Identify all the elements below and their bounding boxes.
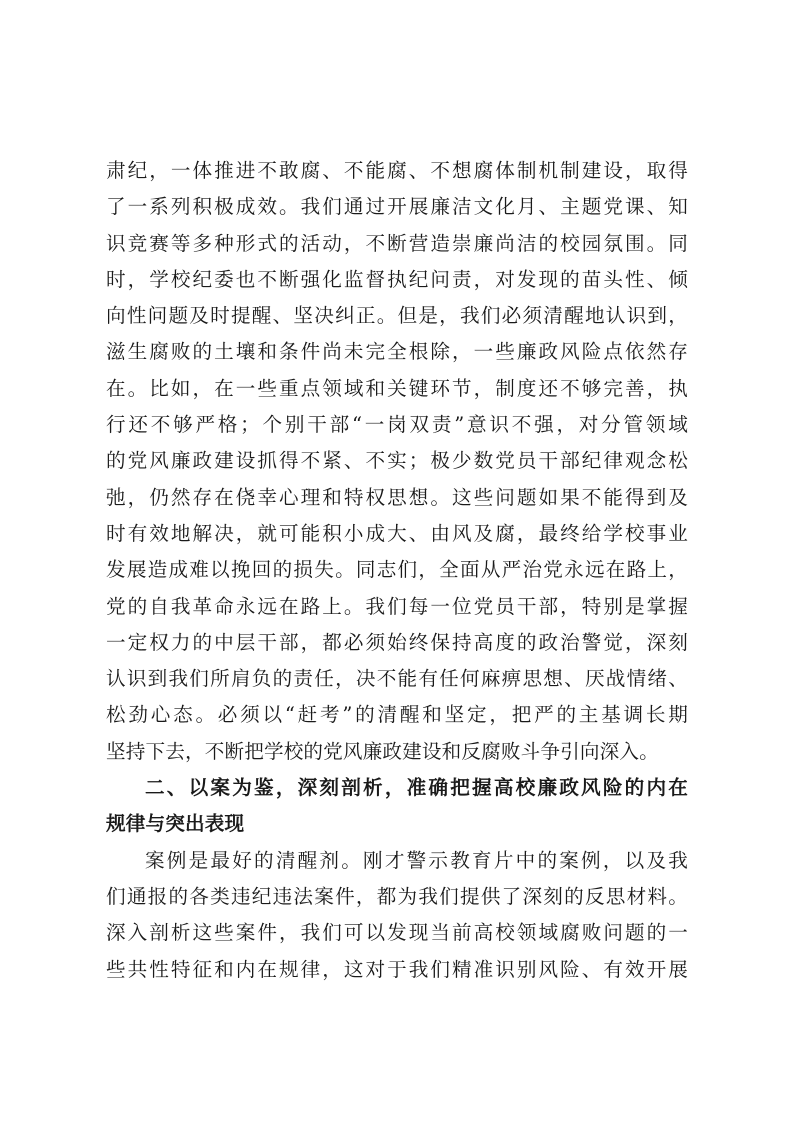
text-line: 在。比如，在一些重点领域和关键环节，制度还不够完善，执 [106,376,688,400]
section-heading [106,770,688,843]
paragraph-1 [106,153,688,770]
text-line: 行还不够严格；个别干部“一岗双责”意识不强，对分管领域 [106,413,688,437]
heading-line: 二、以案为鉴，深刻剖析，准确把握高校廉政风险的内在 [145,776,688,800]
text-line: 肃纪，一体推进不敢腐、不能腐、不想腐体制机制建设，取得 [106,159,688,182]
text-line: 案例是最好的清醒剂。刚才警示教育片中的案例，以及我 [145,848,688,872]
text-line: 了一系列积极成效。我们通过开展廉洁文化月、主题党课、知 [106,195,688,219]
heading-line: 规律与突出表现 [106,812,245,836]
text-line: 坚持下去，不断把学校的党风廉政建设和反腐败斗争引向深入。 [106,739,659,763]
text-line: 一定权力的中层干部，都必须始终保持高度的政治警觉，深刻 [106,630,688,654]
text-line: 时，学校纪委也不断强化监督执纪问责，对发现的苗头性、倾 [106,267,688,291]
text-line: 识竞赛等多种形式的活动，不断营造崇廉尚洁的校园氛围。同 [106,231,688,255]
text-line: 深入剖析这些案件，我们可以发现当前高校领域腐败问题的一 [106,921,688,945]
text-line: 发展造成难以挽回的损失。同志们，全面从严治党永远在路上， [106,558,688,582]
text-line: 们通报的各类违纪违法案件，都为我们提供了深刻的反思材料。 [106,884,688,908]
text-line: 些共性特征和内在规律，这对于我们精准识别风险、有效开展 [106,957,688,981]
text-line: 弛，仍然存在侥幸心理和特权思想。这些问题如果不能得到及 [106,485,688,509]
text-line: 党的自我革命永远在路上。我们每一位党员干部，特别是掌握 [106,594,688,618]
text-line: 时有效地解决，就可能积小成大、由风及腐，最终给学校事业 [106,521,688,545]
document-body [106,153,688,988]
text-line: 滋生腐败的土壤和条件尚未完全根除，一些廉政风险点依然存 [106,340,688,364]
paragraph-2 [106,843,688,988]
text-line: 向性问题及时提醒、坚决纠正。但是，我们必须清醒地认识到， [106,304,688,328]
text-line: 松劲心态。必须以“赶考”的清醒和坚定，把严的主基调长期 [106,703,688,727]
text-line: 的党风廉政建设抓得不紧、不实；极少数党员干部纪律观念松 [106,449,688,473]
text-line: 认识到我们所肩负的责任，决不能有任何麻痹思想、厌战情绪、 [106,667,688,691]
